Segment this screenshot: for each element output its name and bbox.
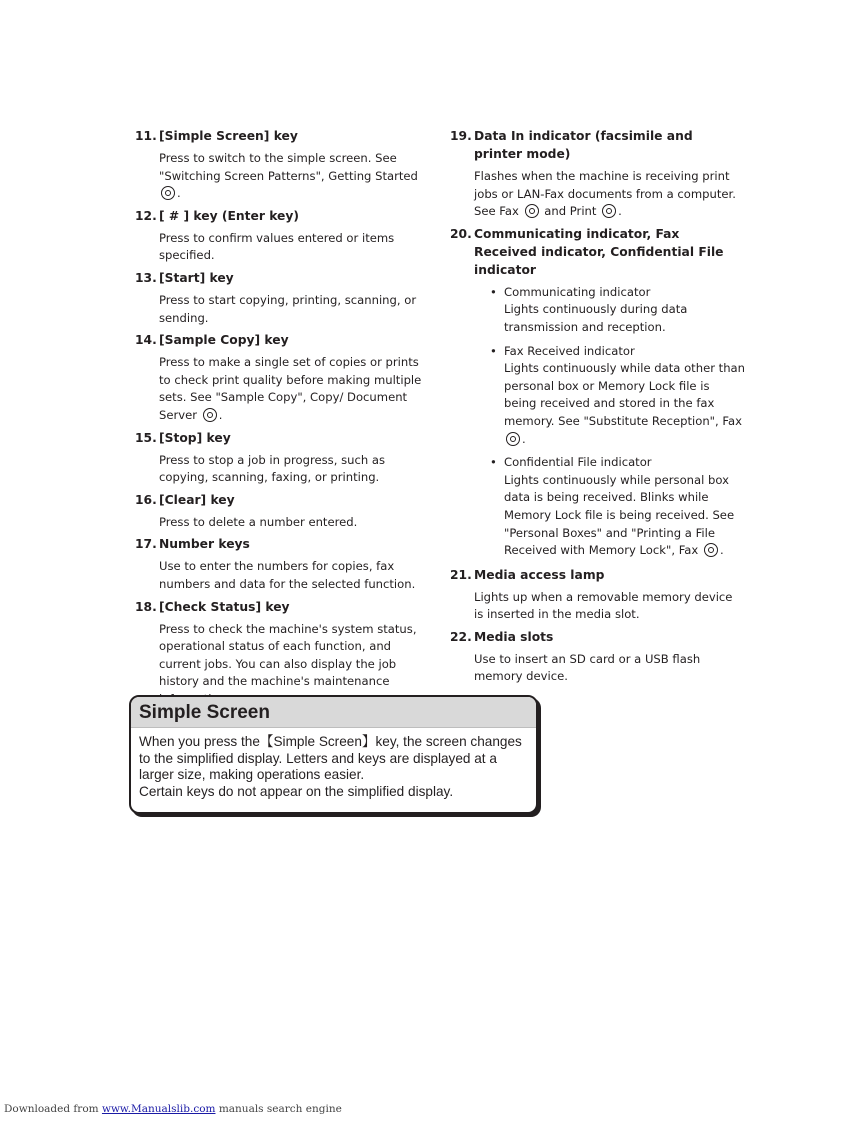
manualslib-link[interactable]: www.Manualslib.com bbox=[101, 1103, 216, 1115]
manual-reference-icon bbox=[704, 543, 718, 557]
item-title: [Check Status] key bbox=[159, 599, 290, 614]
indicator-description-21 bbox=[450, 566, 745, 624]
key-description-15 bbox=[135, 429, 427, 487]
manual-reference-icon bbox=[602, 204, 616, 218]
item-number: 18. bbox=[135, 599, 157, 614]
manual-reference-icon bbox=[161, 186, 175, 200]
item-number: 16. bbox=[135, 492, 157, 507]
item-number: 12. bbox=[135, 208, 157, 223]
note-paragraph: When you press the【Simple Screen】key, the screen changes to the simplified display. Letters and keys are displayed at a larger size, making operations easier. bbox=[139, 734, 522, 783]
item-title: Media access lamp bbox=[474, 567, 605, 582]
indicator-description-22 bbox=[450, 628, 745, 686]
item-description: Use to insert an SD card or a USB flash memory device. bbox=[474, 651, 701, 684]
item-description: Press to make a single set of copies or prints to check print quality before making multiple sets. See "Sample Copy", Copy/ Document Server bbox=[159, 355, 422, 422]
item-number: 20. bbox=[450, 226, 472, 241]
bullet-icon: • bbox=[490, 284, 497, 299]
item-title: [Stop] key bbox=[159, 430, 231, 445]
key-description-12 bbox=[135, 207, 427, 265]
item-description: Lights up when a removable memory device is inserted in the media slot. bbox=[474, 589, 733, 622]
bullet-text: Lights continuously during data transmission and reception. bbox=[504, 302, 688, 334]
note-body bbox=[131, 728, 536, 800]
item-title: [Clear] key bbox=[159, 492, 235, 507]
download-footer bbox=[4, 1103, 342, 1115]
manual-reference-icon bbox=[525, 204, 539, 218]
item-number: 21. bbox=[450, 567, 472, 582]
indicator-description-20 bbox=[450, 225, 745, 560]
bullet-label: Confidential File indicator bbox=[504, 455, 652, 470]
item-description: Press to confirm values entered or items specified. bbox=[159, 230, 395, 263]
item-description: Press to start copying, printing, scanning, or sending. bbox=[159, 292, 417, 325]
item-description: Press to check the machine's system status, operational status of each function, and current jobs. You can also display the job history and the machine's maintenance bbox=[159, 621, 417, 689]
indicator-bullet-list bbox=[474, 284, 745, 560]
item-number: 22. bbox=[450, 629, 472, 644]
indicator-description-19: 19. Data In indicator (facsimile and printer mode) Flashes when the machine is receiving print jobs or LAN-Fax documents from a computer. See Fax and Print . bbox=[450, 127, 745, 221]
item-number: 19. bbox=[450, 129, 472, 143]
item-title: Number keys bbox=[159, 537, 250, 552]
item-title: [Start] key bbox=[159, 270, 234, 285]
item-title: Media slots bbox=[474, 629, 554, 644]
item-description: Press to stop a job in progress, such as copying, scanning, faxing, or printing. bbox=[159, 452, 386, 485]
list-item: • Confidential File indicator Lights continuously while personal box data is being received. Blinks while Memory Lock file is being received. See "Personal Boxes" and "Printing a File Received with Memory Lock", Fax . bbox=[474, 454, 745, 560]
note-title: Simple Screen bbox=[139, 702, 270, 723]
bullet-icon: • bbox=[490, 455, 497, 470]
bullet-text: Lights continuously while personal box data is being received. Blinks while Memory Lock file is being received. See "Personal Boxes" and "Printing a File Received with Memory Lock", Fax bbox=[504, 472, 735, 558]
footer-suffix: manuals search engine bbox=[215, 1103, 342, 1115]
footer-prefix: Downloaded from bbox=[4, 1103, 102, 1115]
right-column bbox=[450, 127, 745, 690]
item-title: Data In indicator (facsimile and printer mode) bbox=[474, 129, 693, 161]
item-number: 11. bbox=[135, 129, 157, 143]
bullet-label: Fax Received indicator bbox=[504, 343, 635, 358]
manual-reference-icon bbox=[203, 408, 217, 422]
list-item: • Fax Received indicator Lights continuously while data other than personal box or Memory Lock file is being received and stored in the fax memory. See "Substitute Reception", Fax . bbox=[490, 343, 745, 446]
item-title: [Simple Screen] key bbox=[159, 129, 298, 143]
item-number: 15. bbox=[135, 430, 157, 445]
key-description-14: 14. [Sample Copy] key Press to make a single set of copies or prints to check print quality before making multiple sets. See "Sample Copy", Copy/ Document Server . bbox=[135, 331, 427, 424]
simple-screen-note-box bbox=[129, 695, 538, 814]
key-description-17 bbox=[135, 535, 427, 593]
left-column bbox=[135, 127, 427, 712]
key-description-16 bbox=[135, 491, 427, 532]
item-number: 13. bbox=[135, 270, 157, 285]
item-description: Use to enter the numbers for copies, fax numbers and data for the selected function. bbox=[159, 559, 416, 591]
bullet-text: Lights continuously while data other than personal box or Memory Lock file is being received and stored in the fax memory. See "Substitute Reception", Fax bbox=[504, 361, 745, 428]
item-title: Communicating indicator, Fax Received indicator, Confidential File indicator bbox=[474, 226, 724, 277]
key-description-18 bbox=[135, 598, 427, 709]
item-number: 14. bbox=[135, 333, 157, 348]
item-description: Flashes when the machine is receiving print jobs or LAN-Fax documents from a computer. See Fax bbox=[474, 169, 736, 219]
item-title: [ # ] key (Enter key) bbox=[159, 208, 300, 223]
key-description-13 bbox=[135, 269, 427, 327]
item-description: Press to delete a number entered. bbox=[159, 514, 358, 529]
item-number: 17. bbox=[135, 537, 157, 552]
bullet-label: Communicating indicator bbox=[504, 284, 651, 299]
manual-reference-icon bbox=[506, 432, 520, 446]
key-description-11: 11. [Simple Screen] key Press to switch to the simple screen. See "Switching Screen Patterns", Getting Started . bbox=[135, 127, 427, 203]
note-header bbox=[131, 697, 536, 728]
note-paragraph: Certain keys do not appear on the simplified display. bbox=[139, 783, 454, 799]
item-title: [Sample Copy] key bbox=[159, 333, 289, 348]
bullet-icon: • bbox=[490, 343, 497, 358]
item-description: Press to switch to the simple screen. See "Switching Screen Patterns", Getting Started bbox=[159, 151, 418, 183]
list-item bbox=[474, 284, 745, 337]
